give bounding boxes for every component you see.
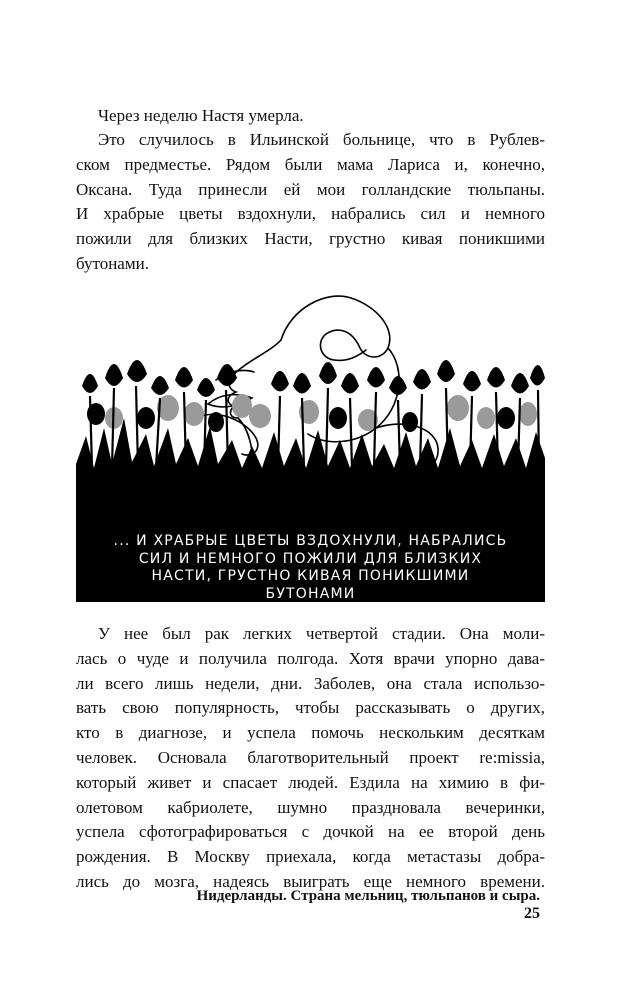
text-line: Это случилось в Ильинской больнице, что в Рублев- [98, 130, 545, 149]
quote-line: НАСТИ, ГРУСТНО КИВАЯ ПОНИКШИМИ [151, 568, 470, 584]
text-line: Через неделю Настя умерла. [98, 106, 304, 125]
text-line: человек. Основала благотворительный проект re:missia, [76, 747, 545, 767]
text-line: лась о чуде и получила полгода. Хотя врачи упорно дава- [76, 648, 545, 668]
text-line: пожили для близких Насти, грустно кивая поникшими [76, 229, 545, 249]
paragraph-2 [76, 128, 545, 277]
paragraph-1 [76, 104, 545, 129]
running-footer-title: Нидерланды. Страна мельниц, тюльпанов и сыра. [196, 888, 540, 904]
text-line: кто в диагнозе, и успела помочь нескольким десяткам [76, 723, 545, 743]
text-line: лись до мозга, надеясь выиграть еще немного времени. [76, 871, 545, 891]
quote-line: СИЛ И НЕМНОГО ПОЖИЛИ ДЛЯ БЛИЗКИХ [138, 550, 483, 567]
text-line: бутонами. [76, 253, 149, 273]
text-line: И храбрые цветы вздохнули, набрались сил и немного [76, 204, 545, 224]
paragraph-3 [76, 622, 545, 895]
text-line: рождения. В Москву приехала, когда метастазы добра- [76, 847, 545, 867]
text-line: У нее был рак легких четвертой стадии. Она моли- [98, 624, 545, 643]
text-line: успела сфотографироваться с дочкой на ее второй день [76, 822, 545, 842]
text-line: ском предместье. Рядом были мама Лариса и, конечно, [76, 154, 545, 174]
text-line: вать свою популярность, чтобы рассказывать о других, [76, 698, 545, 718]
pull-quote-banner [76, 520, 545, 602]
text-line: олетовом кабриолете, шумно праздновала вечеринки, [76, 797, 545, 817]
text-line: Оксана. Туда принесли ей мои голландские тюльпаны. [76, 179, 545, 199]
tulip-illustration [76, 268, 545, 520]
quote-line: ... И ХРАБРЫЕ ЦВЕТЫ ВЗДОХНУЛИ, НАБРАЛИСЬ [113, 533, 508, 549]
page-number: 25 [524, 905, 540, 922]
quote-line: БУТОНАМИ [265, 585, 356, 602]
text-line: который живет и спасает людей. Ездила на химию в фи- [76, 772, 545, 792]
black-tulips [76, 360, 545, 520]
text-line: ли всего лишь недели, дни. Заболев, она стала использо- [76, 673, 545, 693]
